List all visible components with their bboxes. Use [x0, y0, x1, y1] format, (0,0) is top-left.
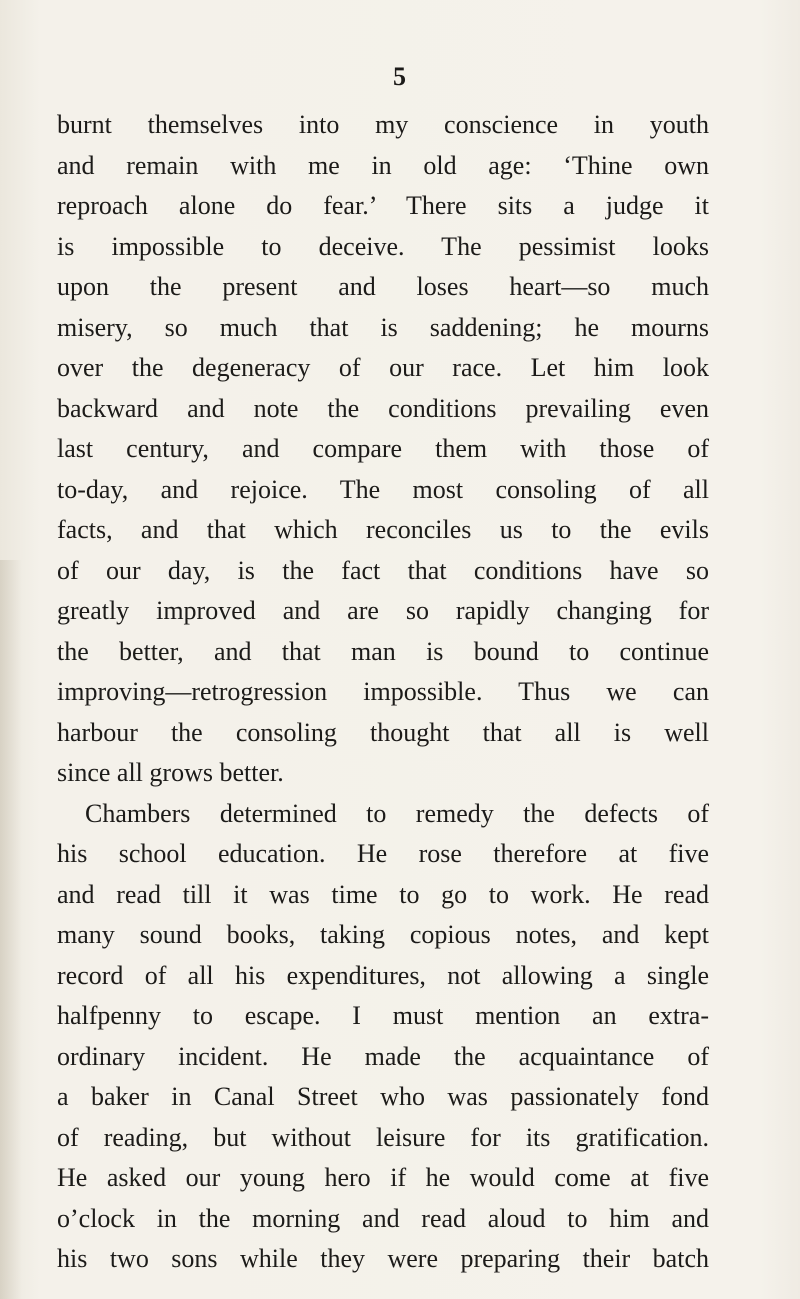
text-line: greatly improved and are so rapidly changing for	[57, 596, 709, 625]
text-line: the better, and that man is bound to continue	[57, 636, 709, 666]
text-line: and read till it was time to go to work. He read	[57, 879, 709, 909]
text-line: a baker in Canal Street who was passionately fond	[57, 1082, 709, 1111]
text-line: over the degeneracy of our race. Let him look	[57, 353, 709, 382]
body-text	[57, 105, 709, 1280]
text-line: is impossible to deceive. The pessimist looks	[57, 231, 709, 261]
text-line: last century, and compare them with those of	[57, 434, 709, 463]
text-line: and remain with me in old age: ‘Thine own	[57, 150, 709, 180]
text-line: record of all his expenditures, not allowing a single	[57, 960, 709, 990]
page-number: 5	[393, 62, 407, 91]
text-line: ordinary incident. He made the acquaintance of	[57, 1041, 709, 1071]
text-line: many sound books, taking copious notes, and kept	[57, 920, 709, 949]
text-line: burnt themselves into my conscience in youth	[57, 110, 709, 139]
text-line: He asked our young hero if he would come at five	[57, 1163, 709, 1192]
text-line: misery, so much that is saddening; he mourns	[57, 312, 709, 342]
page-edge-shadow	[0, 560, 22, 1299]
text-line: since all grows better.	[57, 758, 284, 787]
text-line: upon the present and loses heart—so much	[57, 272, 709, 301]
text-line: o’clock in the morning and read aloud to him and	[57, 1203, 709, 1233]
text-line: to-day, and rejoice. The most consoling of all	[57, 474, 709, 504]
text-line: facts, and that which reconciles us to the evils	[57, 515, 709, 544]
text-line: backward and note the conditions prevailing even	[57, 393, 709, 423]
text-line: halfpenny to escape. I must mention an extra-	[57, 1001, 709, 1030]
text-line: his two sons while they were preparing their batch	[57, 1244, 709, 1273]
text-line: of our day, is the fact that conditions have so	[57, 555, 709, 585]
text-line: his school education. He rose therefore at five	[57, 839, 709, 868]
text-line: harbour the consoling thought that all is well	[57, 717, 709, 747]
text-line: Chambers determined to remedy the defects of	[85, 798, 709, 828]
text-line: of reading, but without leisure for its gratification.	[57, 1122, 709, 1152]
text-line: reproach alone do fear.’ There sits a judge it	[57, 191, 709, 220]
text-line: improving—retrogression impossible. Thus we can	[57, 677, 709, 706]
